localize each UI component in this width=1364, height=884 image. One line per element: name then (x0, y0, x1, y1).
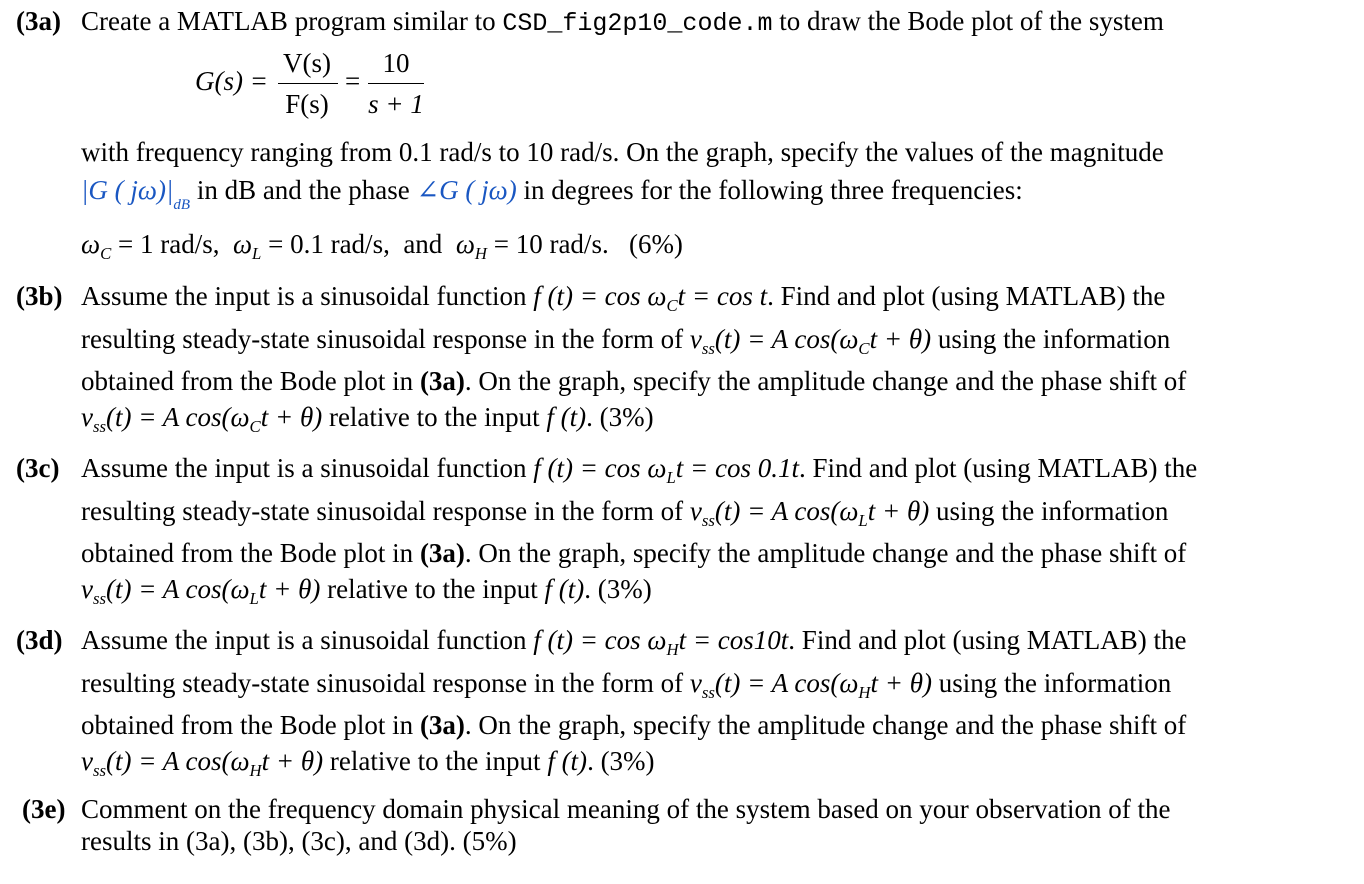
question-text: results in (3a), (3b), (3c), and (3d). (5%) (81, 826, 517, 856)
question-text: $v_{ss}(t) = A$ $\cos(\omega_Ht + \theta)$ relative to the input f (t). (3%) (81, 746, 655, 780)
question-text: Assume the input is a sinusoidal function f $(t) = \cos \omega_Ct = \cos t$. Find and plot (using MATLAB) the (81, 281, 1166, 315)
eq-numerator-1: V(s) (283, 48, 331, 78)
question-text: obtained from the Bode plot in (3a). On the graph, specify the amplitude change and the phase shift of (81, 538, 1187, 568)
eq-lhs: G(s) = (195, 66, 268, 96)
question-text: Create a MATLAB program similar to CSD_fig2p10_code.m to draw the Bode plot of the system (81, 6, 1164, 38)
code-filename: CSD_fig2p10_code.m (502, 9, 773, 38)
question-label: (3a) (16, 6, 61, 36)
question-text: obtained from the Bode plot in (3a). On the graph, specify the amplitude change and the phase shift of (81, 710, 1187, 740)
magnitude-expression: |G ( jω)| (81, 175, 174, 205)
eq-equals: = (345, 66, 361, 96)
question-text: Comment on the frequency domain physical meaning of the system based on your observation of the (81, 794, 1171, 824)
question-label: (3d) (16, 625, 63, 655)
question-text: with frequency ranging from 0.1 rad/s to 10 rad/s. On the graph, specify the values of the magnitude (81, 137, 1164, 167)
question-text: $v_{ss}(t) = A$ $\cos(\omega_Ct + \theta)$ relative to the input f (t). (3%) (81, 402, 654, 436)
question-text: resulting steady-state sinusoidal response in the form of $v_{ss}(t) = A$ $\cos(\omega_Ht + \theta)$ using the information (81, 668, 1172, 702)
fraction-bar (278, 83, 338, 84)
question-label: (3e) (22, 794, 66, 824)
question-text: |G ( $j\omega)|_{dB}$ in dB and the phase ∠G ( jω) in degrees for the following three frequencies: (81, 175, 1023, 213)
question-label: (3c) (16, 453, 60, 483)
fraction-bar (368, 83, 424, 84)
question-label: (3b) (16, 281, 63, 311)
frequency-list: $\omega_C = 1$ rad/s, $\omega_L = 0.1$ rad/s, and $\omega_H = 10$ rad/s. (6%) (81, 229, 683, 263)
eq-numerator-2: 10 (382, 48, 410, 78)
eq-denominator-1: F(s) (285, 89, 329, 119)
question-text: Assume the input is a sinusoidal function f $(t) = \cos \omega_Lt = \cos 0.1t$. Find and plot (using MATLAB) the (81, 453, 1198, 487)
question-text: resulting steady-state sinusoidal response in the form of $v_{ss}(t) = A$ $\cos(\omega_Lt + \theta)$ using the information (81, 496, 1169, 530)
question-text: Assume the input is a sinusoidal function f $(t) = \cos \omega_Ht = \cos 10t$. Find and plot (using MATLAB) the (81, 625, 1187, 659)
phase-expression: ∠G ( jω) (416, 175, 517, 205)
question-text: obtained from the Bode plot in (3a). On the graph, specify the amplitude change and the phase shift of (81, 366, 1187, 396)
eq-denominator-2: s + 1 (368, 89, 424, 119)
question-text: resulting steady-state sinusoidal response in the form of $v_{ss}(t) = A$ $\cos(\omega_Ct + \theta)$ using the information (81, 324, 1171, 358)
question-text: $v_{ss}(t) = A$ $\cos(\omega_Lt + \theta)$ relative to the input f (t). (3%) (81, 574, 652, 608)
